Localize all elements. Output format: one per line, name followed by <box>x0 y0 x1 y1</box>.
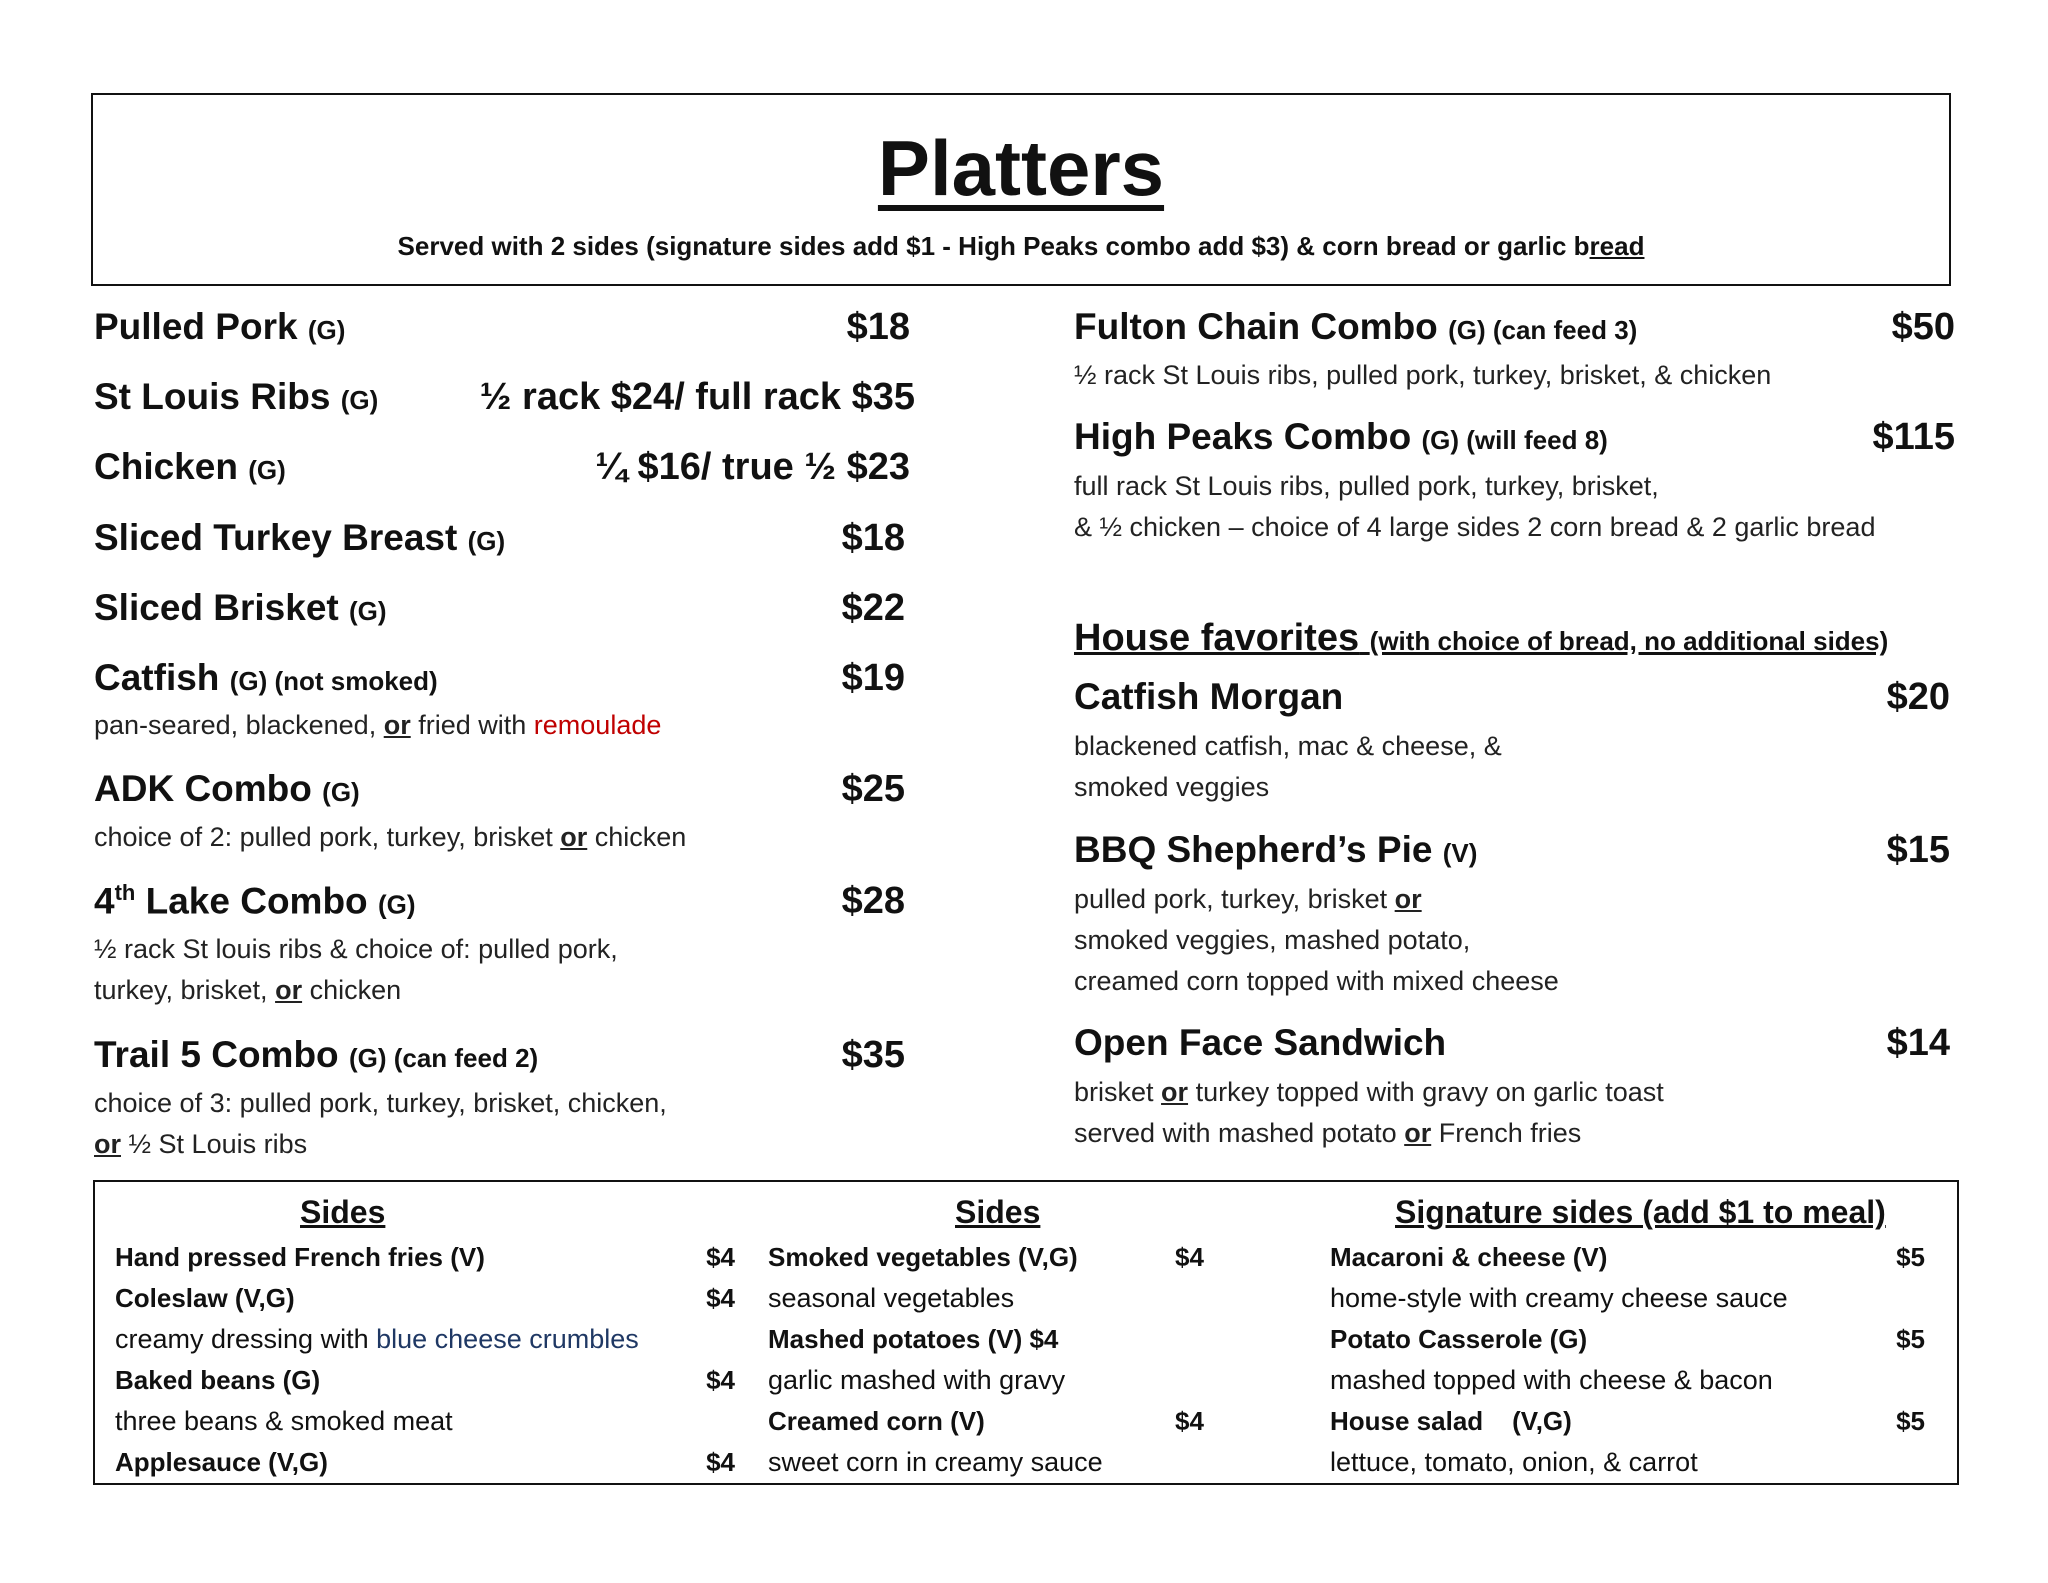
price-chicken: ¼ $16/ true ½ $23 <box>595 446 910 488</box>
price-baked-beans: $4 <box>706 1365 735 1395</box>
price-st-louis-ribs: ½ rack $24/ full rack $35 <box>479 376 915 418</box>
side-coleslaw: Coleslaw (V,G) <box>115 1283 295 1313</box>
price-brisket: $22 <box>841 587 905 629</box>
sides-heading-1: Sides <box>300 1194 386 1230</box>
high-peaks-combo-description-line1: full rack St Louis ribs, pulled pork, turkey, brisket, <box>1074 471 1659 501</box>
side-smoked-vegetables: Smoked vegetables (V,G) <box>768 1242 1078 1272</box>
menu-item-catfish-morgan: Catfish Morgan <box>1074 676 1344 717</box>
price-pulled-pork: $18 <box>846 306 910 348</box>
price-open-face-sandwich: $14 <box>1886 1022 1950 1064</box>
fulton-chain-combo-description: ½ rack St Louis ribs, pulled pork, turkey, brisket, & chicken <box>1074 360 1772 390</box>
side-creamed-corn: Creamed corn (V) <box>768 1406 985 1436</box>
price-house-salad: $5 <box>1896 1406 1925 1436</box>
price-catfish-morgan: $20 <box>1886 676 1950 718</box>
house-salad-description: lettuce, tomato, onion, & carrot <box>1330 1447 1698 1477</box>
side-macaroni-cheese: Macaroni & cheese (V) <box>1330 1242 1608 1272</box>
header-box <box>91 93 1951 286</box>
sides-box <box>93 1180 1959 1485</box>
menu-item-pulled-pork: Pulled Pork (G) <box>94 306 346 347</box>
shepherds-pie-description-line2: smoked veggies, mashed potato, <box>1074 925 1471 955</box>
price-creamed-corn: $4 <box>1175 1406 1204 1436</box>
side-mashed-potatoes: Mashed potatoes (V) $4 <box>768 1324 1059 1354</box>
price-fulton-chain-combo: $50 <box>1891 306 1955 348</box>
price-4th-lake-combo: $28 <box>841 880 905 922</box>
shepherds-pie-description-line3: creamed corn topped with mixed cheese <box>1074 966 1559 996</box>
menu-item-brisket: Sliced Brisket (G) <box>94 587 387 628</box>
menu-item-4th-lake-combo: 4th Lake Combo (G) <box>94 880 416 922</box>
price-applesauce: $4 <box>706 1447 735 1477</box>
price-smoked-vegetables: $4 <box>1175 1242 1204 1272</box>
menu-item-high-peaks-combo: High Peaks Combo (G) (will feed 8) <box>1074 416 1608 457</box>
coleslaw-description: creamy dressing with blue cheese crumbles <box>115 1324 639 1354</box>
side-applesauce: Applesauce (V,G) <box>115 1447 328 1477</box>
price-high-peaks-combo: $115 <box>1872 416 1955 458</box>
price-coleslaw: $4 <box>706 1283 735 1313</box>
signature-sides-heading: Signature sides (add $1 to meal) <box>1395 1194 1886 1230</box>
side-baked-beans: Baked beans (G) <box>115 1365 321 1395</box>
side-potato-casserole: Potato Casserole (G) <box>1330 1324 1588 1354</box>
open-face-description-line1: brisket or turkey topped with gravy on garlic toast <box>1074 1077 1664 1107</box>
shepherds-pie-description-line1: pulled pork, turkey, brisket or <box>1074 884 1422 914</box>
adk-combo-description: choice of 2: pulled pork, turkey, brisket or chicken <box>94 822 687 852</box>
macaroni-cheese-description: home-style with creamy cheese sauce <box>1330 1283 1788 1313</box>
high-peaks-combo-description-line2: & ½ chicken – choice of 4 large sides 2 corn bread & 2 garlic bread <box>1074 512 1876 542</box>
catfish-morgan-description-line2: smoked veggies <box>1074 772 1270 802</box>
4th-lake-combo-description-line1: ½ rack St louis ribs & choice of: pulled pork, <box>94 934 618 964</box>
menu-item-turkey: Sliced Turkey Breast (G) <box>94 517 506 558</box>
menu-item-open-face-sandwich: Open Face Sandwich <box>1074 1022 1447 1063</box>
menu-item-bbq-shepherds-pie: BBQ Shepherd’s Pie (V) <box>1074 829 1478 870</box>
price-french-fries: $4 <box>706 1242 735 1272</box>
smoked-vegetables-description: seasonal vegetables <box>768 1283 1015 1313</box>
menu-item-st-louis-ribs: St Louis Ribs (G) <box>94 376 379 417</box>
menu-item-trail-5-combo: Trail 5 Combo (G) (can feed 2) <box>94 1034 539 1075</box>
creamed-corn-description: sweet corn in creamy sauce <box>768 1447 1103 1477</box>
side-house-salad: House salad (V,G) <box>1330 1406 1572 1436</box>
menu-item-adk-combo: ADK Combo (G) <box>94 768 360 809</box>
catfish-morgan-description-line1: blackened catfish, mac & cheese, & <box>1074 731 1502 761</box>
price-bbq-shepherds-pie: $15 <box>1886 829 1950 871</box>
potato-casserole-description: mashed topped with cheese & bacon <box>1330 1365 1773 1395</box>
mashed-potatoes-description: garlic mashed with gravy <box>768 1365 1066 1395</box>
trail-5-combo-description-line2: or ½ St Louis ribs <box>94 1129 308 1159</box>
menu-item-chicken: Chicken (G) <box>94 446 286 487</box>
baked-beans-description: three beans & smoked meat <box>115 1406 453 1436</box>
price-macaroni-cheese: $5 <box>1896 1242 1925 1272</box>
4th-lake-combo-description-line2: turkey, brisket, or chicken <box>94 975 402 1005</box>
menu-item-fulton-chain-combo: Fulton Chain Combo (G) (can feed 3) <box>1074 306 1638 347</box>
price-turkey: $18 <box>841 517 905 559</box>
sides-heading-2: Sides <box>955 1194 1041 1230</box>
price-potato-casserole: $5 <box>1896 1324 1925 1354</box>
house-favorites-heading: House favorites (with choice of bread, no additional sides) <box>1074 617 1889 659</box>
price-trail-5-combo: $35 <box>841 1034 905 1076</box>
side-french-fries: Hand pressed French fries (V) <box>115 1242 485 1272</box>
open-face-description-line2: served with mashed potato or French fries <box>1074 1118 1582 1148</box>
menu-item-catfish: Catfish (G) (not smoked) <box>94 657 438 698</box>
price-catfish: $19 <box>841 657 905 699</box>
trail-5-combo-description-line1: choice of 3: pulled pork, turkey, brisket, chicken, <box>94 1088 667 1118</box>
page-subtitle: Served with 2 sides (signature sides add $1 - High Peaks combo add $3) & corn bread or garlic bread <box>397 231 1645 261</box>
catfish-description: pan-seared, blackened, or fried with remoulade <box>94 710 662 740</box>
price-adk-combo: $25 <box>841 768 905 810</box>
page-title: Platters <box>877 124 1165 212</box>
